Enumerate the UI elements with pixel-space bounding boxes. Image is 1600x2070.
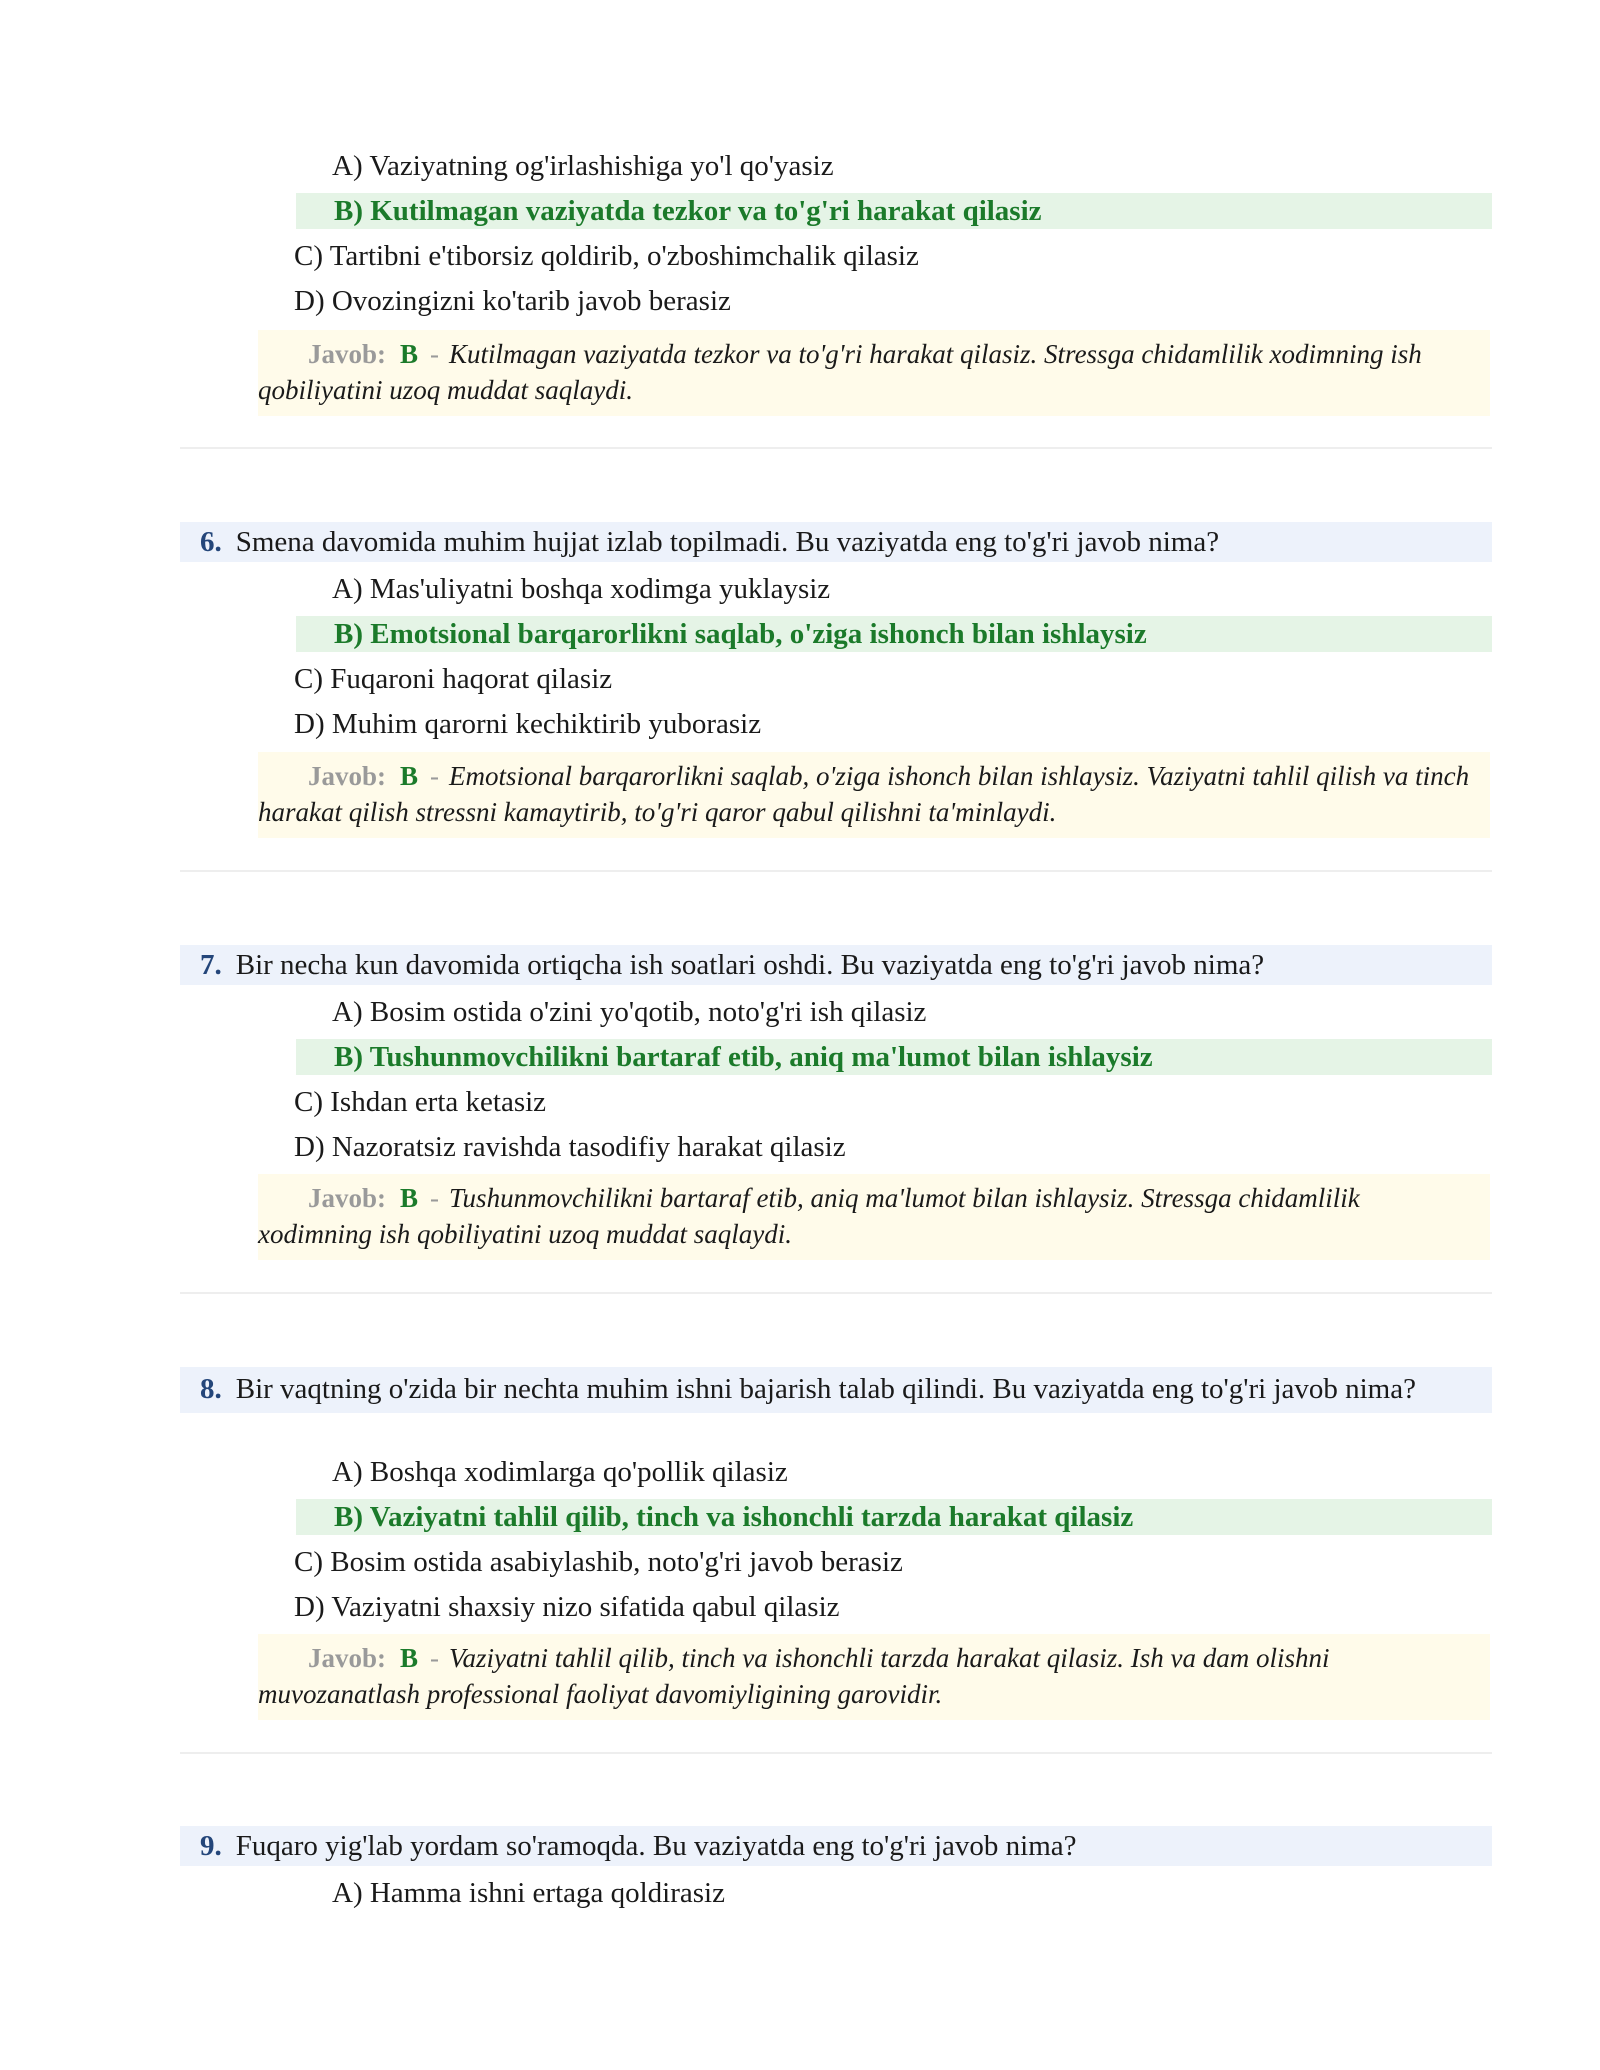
answer-text: Tushunmovchilikni bartaraf etib, aniq ma'lumot bilan ishlaysiz. Stressga chidamlilik xodimning ish qobiliyatini uzoq muddat saqlaydi. (258, 1183, 1360, 1249)
question-text: Smena davomida muhim hujjat izlab topilmadi. Bu vaziyatda eng to'g'ri javob nima? (235, 526, 1220, 558)
answer-explanation (258, 752, 1490, 838)
answer-label: Javob: (308, 1643, 387, 1673)
answer-explanation (258, 1174, 1490, 1260)
answer-letter: B (400, 1183, 419, 1213)
question-text: Bir vaqtning o'zida bir nechta muhim ishni bajarish talab qilindi. Bu vaziyatda eng to'g'ri javob nima? (235, 1373, 1416, 1405)
option-d: D) Muhim qarorni kechiktirib yuborasiz (294, 708, 762, 740)
answer-letter: B (400, 339, 419, 369)
option-b-correct: B) Emotsional barqarorlikni saqlab, o'ziga ishonch bilan ishlaysiz (296, 616, 1492, 652)
option-b-correct: B) Vaziyatni tahlil qilib, tinch va ishonchli tarzda harakat qilasiz (296, 1499, 1492, 1535)
question-text: Bir necha kun davomida ortiqcha ish soatlari oshdi. Bu vaziyatda eng to'g'ri javob nima? (235, 949, 1265, 981)
question-9 (180, 1826, 1492, 1866)
question-text: Fuqaro yig'lab yordam so'ramoqda. Bu vaziyatda eng to'g'ri javob nima? (235, 1830, 1077, 1862)
answer-text: Vaziyatni tahlil qilib, tinch va ishonchli tarzda harakat qilasiz. Ish va dam olishni muvozanatlash professional faoliyat davomiyligining garovidir. (258, 1643, 1330, 1709)
option-a: A) Vaziyatning og'irlashishiga yo'l qo'yasiz (332, 150, 834, 182)
option-a: A) Boshqa xodimlarga qo'pollik qilasiz (332, 1456, 788, 1488)
question-6 (180, 522, 1492, 562)
answer-dash: - (430, 761, 440, 791)
divider (180, 447, 1492, 449)
divider (180, 1752, 1492, 1754)
option-c: C) Tartibni e'tiborsiz qoldirib, o'zboshimchalik qilasiz (294, 240, 919, 272)
option-a: A) Hamma ishni ertaga qoldirasiz (332, 1877, 725, 1909)
question-number: 6. (200, 526, 222, 558)
answer-text: Emotsional barqarorlikni saqlab, o'ziga ishonch bilan ishlaysiz. Vaziyatni tahlil qilish va tinch harakat qilish stressni kamaytirib, to'g'ri qaror qabul qilishni ta'minlaydi. (258, 761, 1470, 827)
question-7 (180, 945, 1492, 985)
question-number: 8. (200, 1373, 222, 1405)
divider (180, 870, 1492, 872)
answer-explanation (258, 330, 1490, 416)
option-a: A) Mas'uliyatni boshqa xodimga yuklaysiz (332, 573, 831, 605)
option-c: C) Fuqaroni haqorat qilasiz (294, 663, 613, 695)
option-d: D) Ovozingizni ko'tarib javob berasiz (294, 285, 731, 317)
answer-label: Javob: (308, 761, 387, 791)
question-number: 9. (200, 1830, 222, 1862)
answer-letter: B (400, 1643, 419, 1673)
answer-explanation (258, 1634, 1490, 1720)
answer-dash: - (430, 1183, 440, 1213)
option-a: A) Bosim ostida o'zini yo'qotib, noto'g'ri ish qilasiz (332, 996, 927, 1028)
option-b-correct: B) Kutilmagan vaziyatda tezkor va to'g'ri harakat qilasiz (296, 193, 1492, 229)
answer-label: Javob: (308, 1183, 387, 1213)
answer-dash: - (430, 339, 440, 369)
answer-label: Javob: (308, 339, 387, 369)
answer-text: Kutilmagan vaziyatda tezkor va to'g'ri harakat qilasiz. Stressga chidamlilik xodimning ish qobiliyatini uzoq muddat saqlaydi. (258, 339, 1422, 405)
option-d: D) Nazoratsiz ravishda tasodifiy harakat qilasiz (294, 1131, 846, 1163)
answer-letter: B (400, 761, 419, 791)
question-8 (180, 1367, 1492, 1413)
answer-dash: - (430, 1643, 440, 1673)
option-c: C) Ishdan erta ketasiz (294, 1086, 547, 1118)
option-d: D) Vaziyatni shaxsiy nizo sifatida qabul qilasiz (294, 1591, 840, 1623)
option-b-correct: B) Tushunmovchilikni bartaraf etib, aniq ma'lumot bilan ishlaysiz (296, 1039, 1492, 1075)
question-number: 7. (200, 949, 222, 981)
divider (180, 1292, 1492, 1294)
option-c: C) Bosim ostida asabiylashib, noto'g'ri javob berasiz (294, 1546, 903, 1578)
